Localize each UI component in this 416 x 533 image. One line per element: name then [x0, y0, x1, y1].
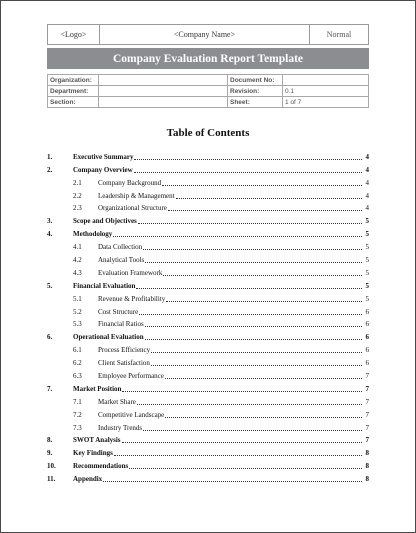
toc-entry-number: 4.3: [73, 268, 82, 277]
toc-dot-leader: [134, 159, 362, 160]
toc-entry[interactable]: [47, 394, 369, 407]
toc-entry-label: Analytical Tools: [98, 256, 145, 265]
toc-entry-label: Competitive Landscape: [98, 410, 165, 419]
toc-heading: Table of Contents: [166, 127, 250, 139]
toc-entry-number: 5.: [47, 281, 53, 290]
toc-entry-label: Evaluation Framework: [98, 268, 163, 277]
toc-dot-leader: [165, 378, 362, 379]
toc-entry-number: 2.1: [73, 178, 82, 187]
sheet-value: 1 of 7: [283, 97, 369, 108]
toc-entry-page-number: 7: [365, 397, 369, 406]
logo-placeholder: <Logo>: [48, 25, 100, 44]
toc-entry-number: 5.1: [73, 294, 82, 303]
toc-dot-leader: [134, 172, 362, 173]
toc-entry-label: Revenue & Profitability: [98, 294, 166, 303]
toc-dot-leader: [113, 236, 362, 237]
toc-entry[interactable]: [47, 458, 369, 471]
toc-entry-label: Key Findings: [73, 449, 113, 458]
toc-entry[interactable]: [47, 265, 369, 278]
toc-entry[interactable]: [47, 188, 369, 201]
organization-value[interactable]: [99, 75, 228, 86]
toc-entry-label: Employee Performance: [98, 372, 164, 381]
toc-entry-label: Market Share: [98, 397, 136, 406]
toc-entry-label: Market Position: [73, 384, 122, 393]
toc-entry-page-number: 5: [365, 217, 369, 226]
toc-entry-label: Operational Evaluation: [73, 333, 144, 342]
toc-entry-page-number: 4: [365, 165, 369, 174]
toc-dot-leader: [143, 430, 362, 431]
toc-entry-label: Client Satisfaction: [98, 359, 150, 368]
toc-entry-label: Organizational Structure: [98, 204, 167, 213]
toc-dot-leader: [151, 365, 362, 366]
toc-entry[interactable]: [47, 175, 369, 188]
department-label: Department:: [48, 86, 99, 97]
toc-entry-number: 7.: [47, 384, 53, 393]
toc-dot-leader: [136, 288, 362, 289]
toc-entry[interactable]: [47, 329, 369, 342]
toc-entry-page-number: 6: [365, 346, 369, 355]
toc-entry[interactable]: [47, 342, 369, 355]
toc-entry[interactable]: [47, 252, 369, 265]
toc-dot-leader: [165, 417, 362, 418]
toc-dot-leader: [129, 468, 362, 469]
toc-dot-leader: [122, 442, 362, 443]
toc-entry-label: Cost Structure: [98, 307, 139, 316]
document-title-banner: Company Evaluation Report Template: [47, 48, 369, 69]
toc-entry-page-number: 5: [365, 268, 369, 277]
toc-entry-page-number: 7: [365, 384, 369, 393]
toc-dot-leader: [145, 262, 362, 263]
toc-entry-number: 2.: [47, 165, 53, 174]
toc-entry[interactable]: [47, 226, 369, 239]
section-label: Section:: [48, 97, 99, 108]
toc-entry-label: Recommendations: [73, 462, 129, 471]
revision-value: 0.1: [283, 86, 369, 97]
toc-entry[interactable]: [47, 201, 369, 214]
toc-dot-leader: [162, 185, 362, 186]
toc-entry[interactable]: [47, 420, 369, 433]
toc-dot-leader: [122, 391, 362, 392]
organization-label: Organization:: [48, 75, 99, 86]
toc-entry-number: 5.3: [73, 320, 82, 329]
toc-entry[interactable]: [47, 291, 369, 304]
toc-entry-page-number: 4: [365, 178, 369, 187]
toc-entry-number: 2.2: [73, 191, 82, 200]
toc-entry-number: 7.2: [73, 410, 82, 419]
toc-entry-page-number: 7: [365, 436, 369, 445]
toc-entry-label: Appendix: [73, 475, 103, 484]
toc-entry-page-number: 6: [365, 307, 369, 316]
toc-entry[interactable]: [47, 381, 369, 394]
company-name-placeholder: <Company Name>: [100, 25, 310, 44]
toc-entry[interactable]: [47, 162, 369, 175]
document-info-table: [47, 74, 369, 108]
toc-entry-number: 3.: [47, 217, 53, 226]
toc-dot-leader: [103, 481, 362, 482]
department-value[interactable]: [99, 86, 228, 97]
toc-entry-number: 6.1: [73, 346, 82, 355]
document-no-value[interactable]: [283, 75, 369, 86]
toc-entry-number: 4.2: [73, 256, 82, 265]
toc-entry-number: 9.: [47, 449, 53, 458]
toc-entry-label: SWOT Analysis: [73, 436, 121, 445]
toc-dot-leader: [114, 455, 362, 456]
toc-entry-label: Company Overview: [73, 165, 133, 174]
toc-entry[interactable]: [47, 471, 369, 484]
toc-dot-leader: [139, 314, 362, 315]
toc-dot-leader: [145, 339, 362, 340]
toc-entry-page-number: 7: [365, 372, 369, 381]
toc-entry-number: 4.1: [73, 243, 82, 252]
toc-entry-number: 8.: [47, 436, 53, 445]
toc-entry-label: Scope and Objectives: [73, 217, 137, 226]
toc-entry-page-number: 8: [365, 475, 369, 484]
toc-entry[interactable]: [47, 149, 369, 162]
toc-entry-page-number: 6: [365, 320, 369, 329]
toc-entry-page-number: 5: [365, 230, 369, 239]
toc-entry-page-number: 5: [365, 294, 369, 303]
toc-entry[interactable]: [47, 368, 369, 381]
toc-entry-page-number: 7: [365, 423, 369, 432]
table-of-contents: [47, 149, 369, 484]
toc-entry-label: Company Background: [98, 178, 162, 187]
toc-entry-page-number: 7: [365, 410, 369, 419]
toc-entry-label: Financial Ratios: [98, 320, 144, 329]
section-value[interactable]: [99, 97, 228, 108]
document-status: Normal: [326, 30, 352, 39]
toc-dot-leader: [168, 210, 362, 211]
toc-dot-leader: [145, 326, 362, 327]
toc-entry-number: 6.: [47, 333, 53, 342]
toc-entry-page-number: 4: [365, 191, 369, 200]
toc-entry-label: Leadership & Management: [98, 191, 175, 200]
toc-entry-number: 7.1: [73, 397, 82, 406]
sheet-label: Sheet:: [228, 97, 283, 108]
toc-entry-number: 7.3: [73, 423, 82, 432]
toc-entry[interactable]: [47, 278, 369, 291]
toc-entry[interactable]: [47, 317, 369, 330]
toc-entry-page-number: 5: [365, 281, 369, 290]
toc-dot-leader: [163, 275, 362, 276]
toc-entry-number: 5.2: [73, 307, 82, 316]
toc-dot-leader: [151, 352, 362, 353]
toc-entry-page-number: 4: [365, 152, 369, 161]
toc-entry-number: 1.: [47, 152, 53, 161]
toc-entry[interactable]: [47, 304, 369, 317]
toc-entry-number: 10.: [47, 462, 56, 471]
toc-entry-number: 2.3: [73, 204, 82, 213]
toc-dot-leader: [138, 223, 362, 224]
toc-entry[interactable]: [47, 407, 369, 420]
toc-dot-leader: [137, 404, 362, 405]
toc-dot-leader: [176, 198, 362, 199]
toc-dot-leader: [166, 301, 362, 302]
toc-entry-page-number: 8: [365, 449, 369, 458]
toc-entry-number: 11.: [47, 475, 56, 484]
toc-entry-label: Financial Evaluation: [73, 281, 136, 290]
document-no-label: Document No:: [228, 75, 283, 86]
toc-entry-label: Executive Summary: [73, 152, 134, 161]
toc-entry[interactable]: [47, 433, 369, 446]
toc-entry-number: 6.2: [73, 359, 82, 368]
toc-entry-page-number: 4: [365, 204, 369, 213]
toc-entry-label: Methodology: [73, 230, 113, 239]
toc-entry[interactable]: [47, 213, 369, 226]
toc-entry[interactable]: [47, 239, 369, 252]
revision-label: Revision:: [228, 86, 283, 97]
document-header: [47, 24, 369, 45]
toc-entry-page-number: 5: [365, 243, 369, 252]
toc-entry-number: 6.3: [73, 372, 82, 381]
toc-entry-label: Process Efficiency: [98, 346, 151, 355]
toc-entry-page-number: 8: [365, 462, 369, 471]
toc-entry-label: Industry Trends: [98, 423, 143, 432]
toc-entry-label: Data Collection: [98, 243, 143, 252]
toc-entry-number: 4.: [47, 230, 53, 239]
toc-entry-page-number: 6: [365, 359, 369, 368]
toc-entry-page-number: 6: [365, 333, 369, 342]
toc-entry[interactable]: [47, 445, 369, 458]
toc-entry-page-number: 5: [365, 256, 369, 265]
toc-entry[interactable]: [47, 355, 369, 368]
toc-dot-leader: [143, 249, 362, 250]
